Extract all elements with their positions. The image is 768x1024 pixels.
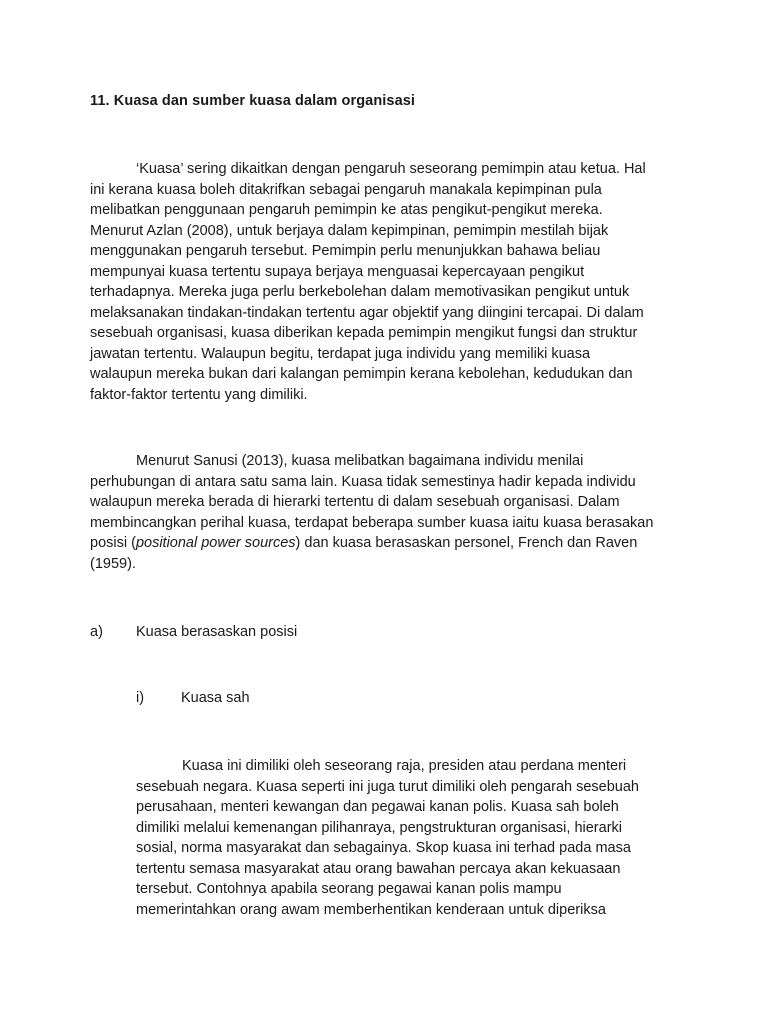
paragraph-line: ‘Kuasa’ sering dikaitkan dengan pengaruh seseorang pemimpin atau ketua. Hal bbox=[136, 161, 646, 177]
paragraph-line: ini kerana kuasa boleh ditakrifkan sebagai pengaruh manakala kepimpinan pula bbox=[90, 181, 602, 198]
paragraph-line: Kuasa ini dimiliki oleh seseorang raja, presiden atau perdana menteri bbox=[182, 758, 627, 774]
italic-term: positional power sources bbox=[135, 535, 296, 551]
paragraph-line: melibatkan penggunaan pengaruh pemimpin ke atas pengikut-pengikut mereka. bbox=[90, 202, 603, 218]
paragraph-line: menggunakan pengaruh tersebut. Pemimpin perlu menunjukkan bahawa beliau bbox=[90, 243, 601, 259]
paragraph-line: mempunyai kuasa tertentu supaya berjaya menguasai kepercayaan pengikut bbox=[90, 263, 585, 280]
paragraph-line: melaksanakan tindakan-tindakan tertentu agar objektif yang diingini tercapai. Di dalam bbox=[90, 304, 644, 321]
paragraph-line: (1959). bbox=[90, 555, 136, 572]
paragraph-line: terhadapnya. Mereka juga perlu berkebolehan dalam memotivasikan pengikut untuk bbox=[90, 284, 630, 300]
list-item-a bbox=[90, 622, 297, 642]
paragraph-line: sosial, norma masyarakat dan sebagainya. Skop kuasa ini terhad pada masa bbox=[136, 840, 631, 856]
paragraph-line: membincangkan perihal kuasa, terdapat beberapa sumber kuasa iaitu kuasa berasakan bbox=[90, 514, 654, 531]
paragraph-line: faktor-faktor tertentu yang dimiliki. bbox=[90, 386, 308, 403]
list-marker: a) bbox=[90, 624, 103, 640]
paragraph-line: jawatan tertentu. Walaupun begitu, terdapat juga individu yang memiliki kuasa bbox=[90, 345, 591, 362]
paragraph-line: perusahaan, menteri kewangan dan pegawai kanan polis. Kuasa sah boleh bbox=[136, 799, 619, 815]
paragraph-line: tertentu semasa masyarakat atau orang bawahan percaya akan kekuasaan bbox=[136, 860, 621, 877]
paragraph-line: walaupun mereka bukan dari kalangan pemimpin kerana kebolehan, kedudukan dan bbox=[90, 366, 633, 382]
paragraph-sanusi bbox=[90, 451, 653, 574]
list-label: Kuasa sah bbox=[181, 690, 250, 706]
list-marker: i) bbox=[136, 690, 145, 706]
paragraph-line: walaupun mereka berada di hierarki tertentu di dalam sesebuah organisasi. Dalam bbox=[90, 494, 620, 510]
paragraph-line: sesebuah organisasi, kuasa diberikan kepada pemimpin mengikut fungsi dan struktur bbox=[90, 325, 638, 341]
paragraph-kuasa-intro bbox=[90, 159, 646, 405]
paragraph-line: memerintahkan orang awam memberhentikan kenderaan untuk diperiksa bbox=[136, 901, 606, 918]
paragraph-line: dimiliki melalui kemenangan pilihanraya, pengstrukturan organisasi, hierarki bbox=[136, 819, 622, 836]
paragraph-line: Menurut Azlan (2008), untuk berjaya dalam kepimpinan, pemimpin mestilah bijak bbox=[90, 222, 609, 239]
paragraph-line: Menurut Sanusi (2013), kuasa melibatkan bagaimana individu menilai bbox=[136, 453, 584, 469]
paragraph-line: tersebut. Contohnya apabila seorang pegawai kanan polis mampu bbox=[136, 881, 562, 897]
paragraph-line: posisi (positional power sources) dan kuasa berasaskan personel, French dan Raven bbox=[90, 535, 638, 551]
paragraph-line: perhubungan di antara satu sama lain. Kuasa tidak semestinya hadir kepada individu bbox=[90, 473, 636, 490]
list-label: Kuasa berasaskan posisi bbox=[136, 624, 298, 640]
list-item-i bbox=[136, 688, 250, 708]
paragraph-line: sesebuah negara. Kuasa seperti ini juga turut dimiliki oleh pengarah sesebuah bbox=[136, 778, 639, 795]
section-heading: 11. Kuasa dan sumber kuasa dalam organisasi bbox=[90, 93, 416, 109]
paragraph-kuasa-sah bbox=[136, 756, 639, 920]
